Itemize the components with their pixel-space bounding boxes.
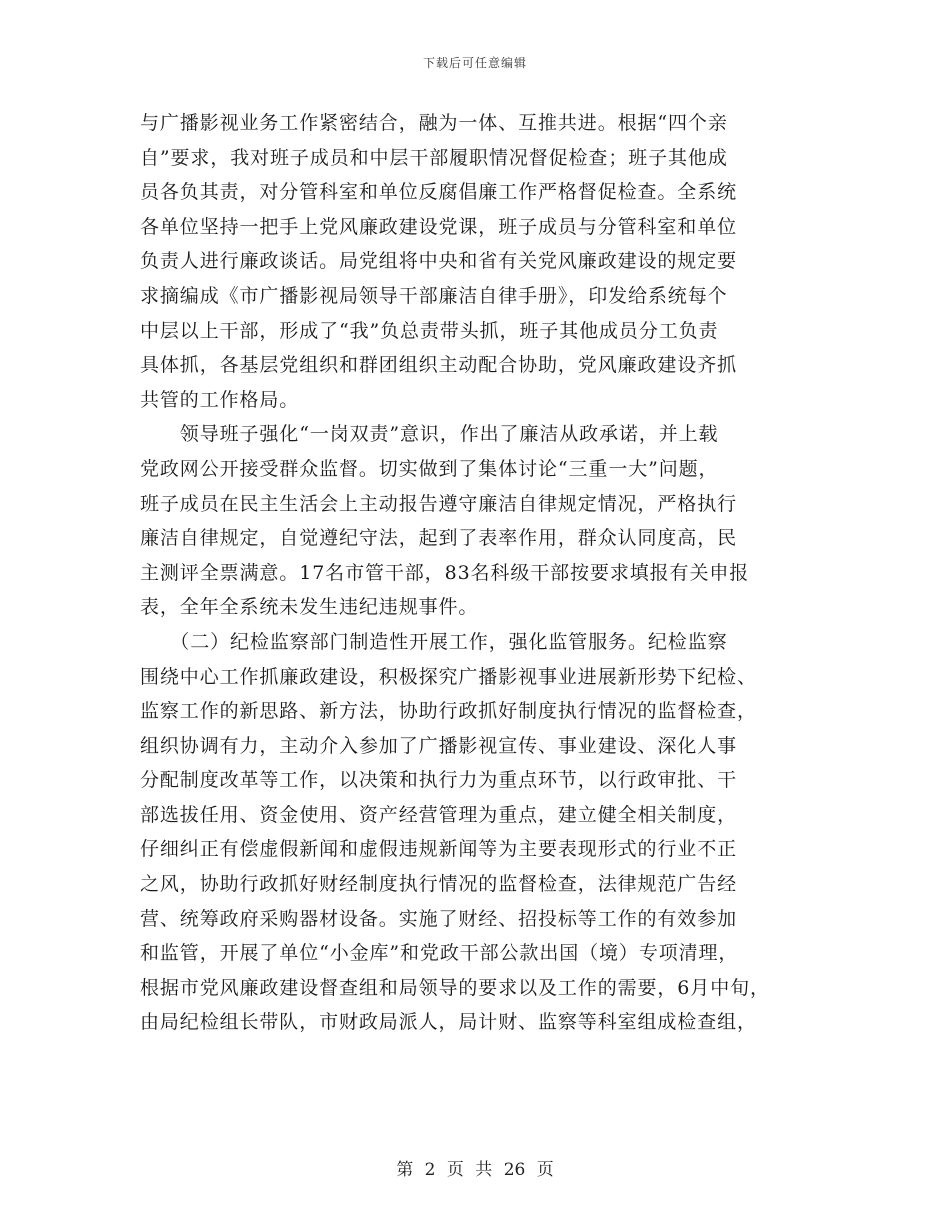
body-line: 共管的工作格局。	[140, 388, 300, 411]
body-line: 主测评全票满意。17名市管干部，83名科级干部按要求填报有关申报	[140, 561, 750, 584]
body-line: 自”要求，我对班子成员和中层干部履职情况督促检查；班子其他成	[140, 146, 728, 169]
body-line: （二）纪检监察部门制造性开展工作，强化监管服务。纪检监察	[140, 630, 728, 653]
body-line: 由局纪检组长带队，市财政局派人，局计财、监察等科室组成检查组，	[140, 1011, 757, 1034]
body-line: 之风，协助行政抓好财经制度执行情况的监督检查，法律规范广告经	[140, 873, 738, 896]
body-line: 监察工作的新思路、新方法，协助行政抓好制度执行情况的监督检查，	[140, 700, 757, 723]
body-line: 组织协调有力，主动介入参加了广播影视宣传、事业建设、深化人事	[140, 734, 738, 757]
page-number-footer: 第 2 页 共 26 页	[396, 1160, 554, 1180]
document-body	[140, 106, 820, 1040]
body-line: 求摘编成《市广播影视局领导干部廉洁自律手册》，印发给系统每个	[140, 284, 728, 307]
body-line: 和监管，开展了单位“小金库”和党政干部公款出国（境）专项清理，	[140, 942, 739, 965]
body-line: 员各负其责，对分管科室和单位反腐倡廉工作严格督促检查。全系统	[140, 181, 738, 204]
body-line: 分配制度改革等工作，以决策和执行力为重点环节，以行政审批、干	[140, 769, 738, 792]
page-header: 下载后可任意编辑	[422, 56, 527, 70]
body-line: 部选拔任用、资金使用、资产经营管理为重点，建立健全相关制度，	[140, 803, 738, 826]
body-line: 各单位坚持一把手上党风廉政建设党课，班子成员与分管科室和单位	[140, 215, 738, 238]
body-line: 营、统筹政府采购器材设备。实施了财经、招投标等工作的有效参加	[140, 907, 738, 930]
body-line: 具体抓，各基层党组织和群团组织主动配合协助，党风廉政建设齐抓	[140, 354, 738, 377]
body-line: 领导班子强化“一岗双责”意识，作出了廉洁从政承诺，并上载	[140, 423, 719, 446]
body-line: 表，全年全系统未发生违纪违规事件。	[140, 596, 479, 619]
body-line: 党政网公开接受群众监督。切实做到了集体讨论“三重一大”问题，	[140, 457, 719, 480]
body-line: 仔细纠正有偿虚假新闻和虚假违规新闻等为主要表现形式的行业不正	[140, 838, 738, 861]
body-line: 围绕中心工作抓廉政建设，积极探究广播影视事业进展新形势下纪检、	[140, 665, 757, 688]
body-line: 班子成员在民主生活会上主动报告遵守廉洁自律规定情况，严格执行	[140, 492, 738, 515]
body-line: 廉洁自律规定，自觉遵纪守法，起到了表率作用，群众认同度高，民	[140, 527, 738, 550]
body-line: 负责人进行廉政谈话。局党组将中央和省有关党风廉政建设的规定要	[140, 250, 738, 273]
body-line: 中层以上干部，形成了“我”负总责带头抓，班子其他成员分工负责	[140, 319, 719, 342]
body-line: 根据市党风廉政建设督查组和局领导的要求以及工作的需要，6月中旬，	[140, 976, 770, 999]
body-line: 与广播影视业务工作紧密结合，融为一体、互推共进。根据“四个亲	[140, 112, 728, 134]
